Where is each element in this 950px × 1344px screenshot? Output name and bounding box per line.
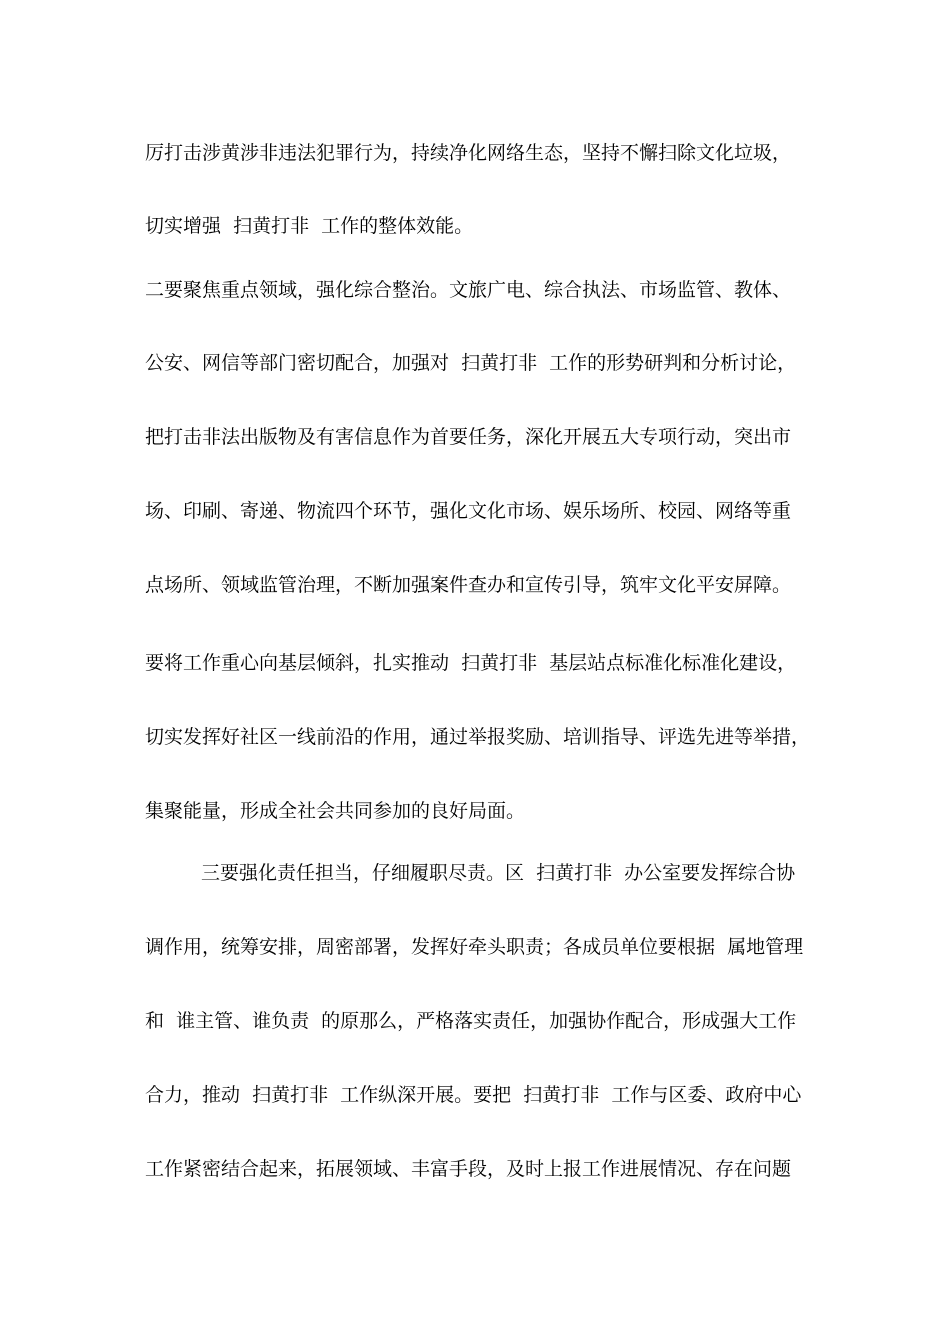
- text-line: 切实发挥好社区一线前沿的作用，通过举报奖励、培训指导、评选先进等举措，: [145, 726, 811, 748]
- text-line: 切实增强 扫黄打非 工作的整体效能。: [145, 215, 474, 237]
- text-line: 公安、网信等部门密切配合，加强对 扫黄打非 工作的形势研判和分析讨论，: [145, 352, 797, 374]
- text-line: 合力，推动 扫黄打非 工作纵深开展。要把 扫黄打非 工作与区委、政府中心: [145, 1084, 802, 1106]
- text-line: 要将工作重心向基层倾斜，扎实推动 扫黄打非 基层站点标准化标准化建设，: [145, 652, 797, 674]
- text-line: 厉打击涉黄涉非违法犯罪行为，持续净化网络生态，坚持不懈扫除文化垃圾，: [145, 142, 792, 164]
- text-line: 点场所、领域监管治理，不断加强案件查办和宣传引导，筑牢文化平安屏障。: [145, 574, 792, 596]
- text-line: 工作紧密结合起来，拓展领域、丰富手段，及时上报工作进展情况、存在问题: [145, 1158, 792, 1180]
- text-line: 调作用，统筹安排，周密部署，发挥好牵头职责；各成员单位要根据 属地管理: [145, 936, 804, 958]
- text-line: 场、印刷、寄递、物流四个环节，强化文化市场、娱乐场所、校园、网络等重: [145, 500, 792, 522]
- text-line: 集聚能量，形成全社会共同参加的良好局面。: [145, 800, 526, 822]
- text-line: 二要聚焦重点领域，强化综合整治。文旅广电、综合执法、市场监管、教体、: [145, 279, 792, 301]
- text-line: 把打击非法出版物及有害信息作为首要任务，深化开展五大专项行动，突出市: [145, 426, 792, 448]
- paragraph-first-line: 三要强化责任担当，仔细履职尽责。区 扫黄打非 办公室要发挥综合协: [201, 862, 796, 884]
- text-line: 和 谁主管、谁负责 的原那么，严格落实责任，加强协作配合，形成强大工作: [145, 1010, 797, 1032]
